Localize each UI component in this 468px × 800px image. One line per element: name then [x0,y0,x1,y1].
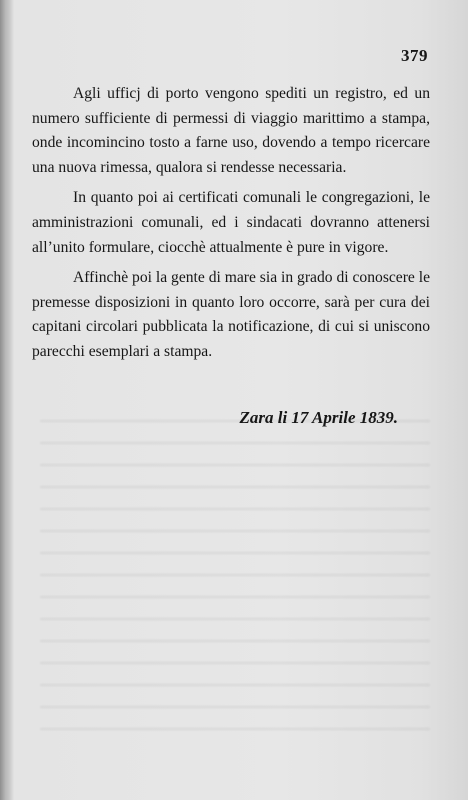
date-signoff: Zara li 17 Aprile 1839. [239,408,398,427]
paragraph-registri: Agli ufficj di porto vengono spediti un registro, ed un numero sufficiente di permessi di viaggio marittimo a stampa, onde incomincino tosto a farne uso, dovendo a tempo ricercare una nuova rimessa, qualora si rendesse necessaria. [32,85,430,176]
body-text [32,82,430,371]
paragraph-notificazione: Affinchè poi la gente di mare sia in grado di conoscere le premesse disposizioni in quanto loro occorre, sarà per cura dei capitani circolari pubblicata la notificazione, di cui si uniscono parecchi esemplari a stampa. [32,269,430,360]
page-number: 379 [401,46,428,65]
show-through-text [40,420,430,750]
paragraph-certificati: In quanto poi ai certificati comunali le congregazioni, le amministrazioni comunali, ed i sindacati dovranno attenersi all’unito formulare, ciocchè attualmente è pure in vigore. [32,189,430,256]
spine-shadow [0,0,14,800]
